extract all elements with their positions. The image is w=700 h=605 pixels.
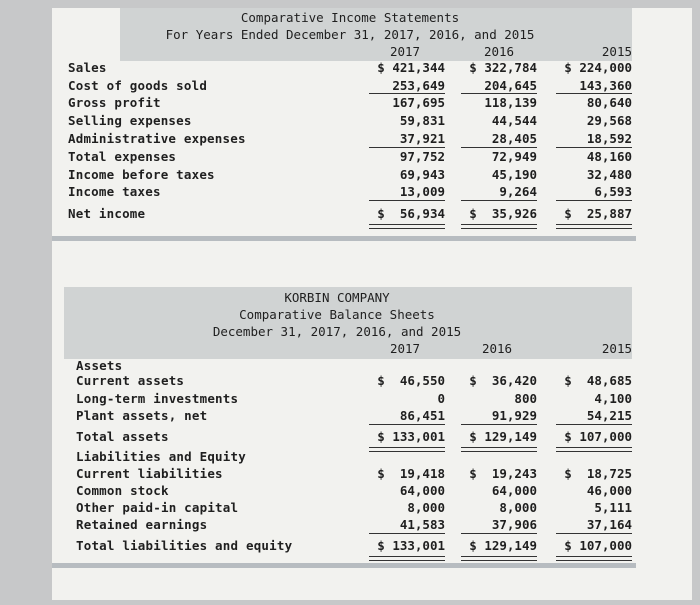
cell-2017: 64,000 xyxy=(399,483,445,498)
income-title: Comparative Income Statements xyxy=(240,10,460,25)
cell-2015: $ 48,685 xyxy=(564,373,632,388)
cell-2017: 167,695 xyxy=(392,95,445,110)
total-double-underline xyxy=(556,556,632,561)
subtotal-underline xyxy=(461,533,537,534)
subtotal-underline xyxy=(556,93,632,94)
cell-2015: 37,164 xyxy=(586,517,632,532)
cell-2017: 0 xyxy=(437,391,445,406)
subtotal-underline xyxy=(461,424,537,425)
cell-2015: 54,215 xyxy=(586,408,632,423)
cell-2016: 118,139 xyxy=(484,95,537,110)
row-label: Long-term investments xyxy=(76,391,239,406)
row-label: Current liabilities xyxy=(76,466,223,481)
balance-subtitle: December 31, 2017, 2016, and 2015 xyxy=(212,324,462,339)
cell-2015: 143,360 xyxy=(579,78,632,93)
income-bottom-rule xyxy=(52,236,636,241)
cell-2016: $ 129,149 xyxy=(469,429,537,444)
row-label: Common stock xyxy=(76,483,169,498)
cell-2017: 86,451 xyxy=(399,408,445,423)
cell-2016: 44,544 xyxy=(491,113,537,128)
balance-year-2017: 2017 xyxy=(389,341,421,356)
row-label: Sales xyxy=(68,60,107,75)
cell-2015: 18,592 xyxy=(586,131,632,146)
total-double-underline xyxy=(461,447,537,452)
cell-2016: 9,264 xyxy=(499,184,537,199)
cell-2017: $ 56,934 xyxy=(377,206,445,221)
cell-2015: 48,160 xyxy=(586,149,632,164)
total-double-underline xyxy=(461,224,537,229)
total-double-underline xyxy=(369,447,445,452)
row-label: Current assets xyxy=(76,373,185,388)
cell-2015: $ 224,000 xyxy=(564,60,632,75)
cell-2016: 204,645 xyxy=(484,78,537,93)
total-double-underline xyxy=(556,447,632,452)
income-year-2017: 2017 xyxy=(389,44,421,59)
cell-2015: 80,640 xyxy=(586,95,632,110)
subtotal-underline xyxy=(556,424,632,425)
cell-2016: 8,000 xyxy=(499,500,537,515)
cell-2016: $ 322,784 xyxy=(469,60,537,75)
subtotal-underline xyxy=(369,424,445,425)
subtotal-underline xyxy=(369,533,445,534)
subtotal-underline xyxy=(369,147,445,148)
subtotal-underline xyxy=(369,93,445,94)
cell-2016: $ 129,149 xyxy=(469,538,537,553)
row-label: Cost of goods sold xyxy=(68,78,208,93)
cell-2016: 45,190 xyxy=(491,167,537,182)
cell-2017: 253,649 xyxy=(392,78,445,93)
cell-2016: 64,000 xyxy=(491,483,537,498)
cell-2016: $ 19,243 xyxy=(469,466,537,481)
cell-2016: 72,949 xyxy=(491,149,537,164)
subtotal-underline xyxy=(461,200,537,201)
total-double-underline xyxy=(369,556,445,561)
cell-2016: 91,929 xyxy=(491,408,537,423)
total-double-underline xyxy=(461,556,537,561)
subtotal-underline xyxy=(556,147,632,148)
cell-2015: $ 25,887 xyxy=(564,206,632,221)
cell-2017: $ 19,418 xyxy=(377,466,445,481)
cell-2015: $ 18,725 xyxy=(564,466,632,481)
balance-company: KORBIN COMPANY xyxy=(284,290,390,305)
cell-2017: 97,752 xyxy=(399,149,445,164)
cell-2017: $ 46,550 xyxy=(377,373,445,388)
subtotal-underline xyxy=(369,200,445,201)
row-label: Income taxes xyxy=(68,184,161,199)
row-label: Other paid-in capital xyxy=(76,500,239,515)
balance-year-2015: 2015 xyxy=(601,341,632,356)
cell-2015: 29,568 xyxy=(586,113,632,128)
cell-2015: $ 107,000 xyxy=(564,538,632,553)
cell-2016: 28,405 xyxy=(491,131,537,146)
cell-2015: 46,000 xyxy=(586,483,632,498)
cell-2017: $ 133,001 xyxy=(377,538,445,553)
total-double-underline xyxy=(556,224,632,229)
balance-year-2016: 2016 xyxy=(481,341,513,356)
row-label: Net income xyxy=(68,206,146,221)
cell-2017: 8,000 xyxy=(407,500,445,515)
row-label: Selling expenses xyxy=(68,113,192,128)
cell-2017: 41,583 xyxy=(399,517,445,532)
income-year-2016: 2016 xyxy=(483,44,515,59)
cell-2017: $ 421,344 xyxy=(377,60,445,75)
cell-2016: $ 35,926 xyxy=(469,206,537,221)
cell-2015: $ 107,000 xyxy=(564,429,632,444)
row-label: Retained earnings xyxy=(76,517,208,532)
income-subtitle: For Years Ended December 31, 2017, 2016, and 2015 xyxy=(165,27,535,42)
subtotal-underline xyxy=(461,93,537,94)
subtotal-underline xyxy=(556,533,632,534)
cell-2015: 32,480 xyxy=(586,167,632,182)
cell-2016: 800 xyxy=(514,391,537,406)
assets-heading: Assets xyxy=(76,358,123,373)
subtotal-underline xyxy=(461,147,537,148)
row-label: Administrative expenses xyxy=(68,131,246,146)
cell-2017: 37,921 xyxy=(399,131,445,146)
row-label: Plant assets, net xyxy=(76,408,208,423)
total-double-underline xyxy=(369,224,445,229)
row-label: Gross profit xyxy=(68,95,161,110)
income-year-2015: 2015 xyxy=(601,44,632,59)
cell-2017: $ 133,001 xyxy=(377,429,445,444)
row-label: Total liabilities and equity xyxy=(76,538,293,553)
liabilities-heading: Liabilities and Equity xyxy=(76,449,246,464)
balance-bottom-rule xyxy=(52,563,636,568)
cell-2015: 5,111 xyxy=(594,500,632,515)
row-label: Income before taxes xyxy=(68,167,215,182)
cell-2016: $ 36,420 xyxy=(469,373,537,388)
cell-2017: 13,009 xyxy=(399,184,445,199)
row-label: Total expenses xyxy=(68,149,177,164)
cell-2017: 59,831 xyxy=(399,113,445,128)
cell-2015: 6,593 xyxy=(594,184,632,199)
cell-2015: 4,100 xyxy=(594,391,632,406)
cell-2016: 37,906 xyxy=(491,517,537,532)
subtotal-underline xyxy=(556,200,632,201)
balance-title: Comparative Balance Sheets xyxy=(239,307,435,322)
cell-2017: 69,943 xyxy=(399,167,445,182)
row-label: Total assets xyxy=(76,429,169,444)
